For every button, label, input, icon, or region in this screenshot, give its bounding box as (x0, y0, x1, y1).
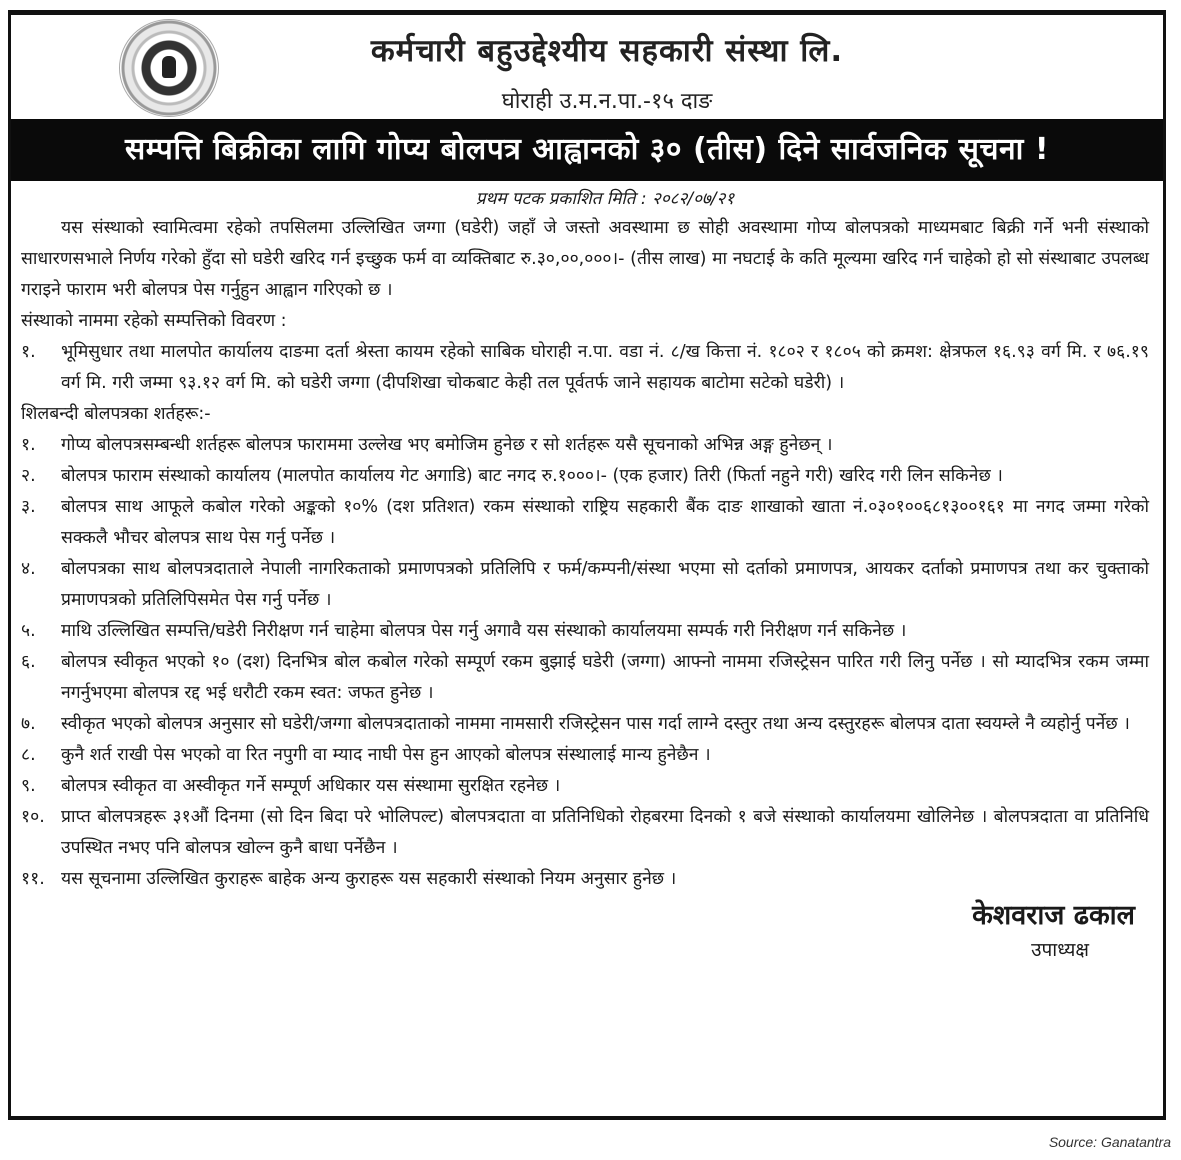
item-text: प्राप्त बोलपत्रहरू ३१औं दिनमा (सो दिन बिदा परे भोलिपल्ट) बोलपत्रदाता वा प्रतिनिधिको रोहबरमा दिनको १ बजे संस्थाको कार्यालयमा खोलिनेछ । बोलपत्रदाता वा प्रतिनिधि उपस्थित नभए पनि बोलपत्र खोल्न कुनै बाधा पर्नेछैन । (61, 807, 1149, 858)
item-number: ५. (21, 621, 36, 641)
item-number: १०. (21, 807, 45, 827)
condition-item (21, 430, 1149, 461)
property-section-heading: संस्थाको नाममा रहेको सम्पत्तिको विवरण : (21, 311, 287, 331)
notice-title: सम्पत्ति बिक्रीका लागि गोप्य बोलपत्र आह्वानको ३० (तीस) दिने सार्वजनिक सूचना ! (11, 119, 1163, 181)
item-text: यस सूचनामा उल्लिखित कुराहरू बाहेक अन्य कुराहरू यस सहकारी संस्थाको नियम अनुसार हुनेछ । (61, 869, 677, 889)
item-number: ९. (21, 776, 36, 796)
item-number: २. (21, 466, 36, 486)
source-credit: Source: Ganatantra (1048, 1134, 1171, 1150)
item-number: ४. (21, 559, 36, 579)
item-number: ११. (21, 869, 45, 889)
notice-frame (8, 10, 1166, 1120)
item-text: बोलपत्र स्वीकृत भएको १० (दश) दिनभित्र बोल कबोल गरेको सम्पूर्ण रकम बुझाई घडेरी (जग्गा) आफ्नो नाममा रजिस्ट्रेसन पारित गरी लिनु पर्नेछ । सो म्यादभित्र रकम जम्मा नगर्नुभएमा बोलपत्र रद्द भई धरौटी रकम स्वत: जफत हुनेछ । (61, 652, 1149, 703)
item-text: भूमिसुधार तथा मालपोत कार्यालय दाङमा दर्ता श्रेस्ता कायम रहेको साबिक घोराही न.पा. वडा नं. ८/ख कित्ता नं. १८०२ र १८०५ को क्रमश: क्षेत्रफल १६.९३ वर्ग मि. र ७६.१९ वर्ग मि. गरी जम्मा ९३.१२ वर्ग मि. को घडेरी जग्गा (दीपशिखा चोकबाट केही तल पूर्वतर्फ जाने सहायक बाटोमा सटेको घडेरी) । (61, 342, 1149, 393)
item-text: कुनै शर्त राखी पेस भएको वा रित नपुगी वा म्याद नाघी पेस हुन आएको बोलपत्र संस्थालाई मान्य हुनेछैन । (61, 745, 711, 765)
condition-item (21, 740, 1149, 771)
publication-date: प्रथम पटक प्रकाशित मिति : २०८२/०७/२१ (475, 189, 735, 209)
item-text: गोप्य बोलपत्रसम्बन्धी शर्तहरू बोलपत्र फाराममा उल्लेख भए बमोजिम हुनेछ र सो शर्तहरू यसै सूचनाको अभिन्न अङ्ग हुनेछन् । (61, 435, 833, 455)
item-number: १. (21, 435, 36, 455)
organization-name: कर्मचारी बहुउद्देश्यीय सहकारी संस्था लि. (370, 33, 844, 69)
signatory-title: उपाध्यक्ष (1031, 939, 1089, 961)
condition-item (21, 864, 1149, 895)
signatory-name: केशवराज ढकाल (972, 900, 1135, 931)
condition-item (21, 492, 1149, 554)
intro-paragraph: यस संस्थाको स्वामित्वमा रहेको तपसिलमा उल्लिखित जग्गा (घडेरी) जहाँ जे जस्तो अवस्थामा छ सोही अवस्थामा गोप्य बोलपत्रको माध्यमबाट बिक्री गर्ने भनी संस्थाको साधारणसभाले निर्णय गरेको हुँदा सो घडेरी खरिद गर्न इच्छुक फर्म वा व्यक्तिबाट रु.३०,००,०००।- (तीस लाख) मा नघटाई के कति मूल्यमा खरिद गर्न चाहेको हो सो संस्थाबाट उपलब्ध गराइने फाराम भरी बोलपत्र पेस गर्नुहुन आह्वान गरिएको छ । (21, 218, 1149, 300)
conditions-section-heading: शिलबन्दी बोलपत्रका शर्तहरू:- (21, 404, 211, 424)
notice-header (11, 15, 1163, 119)
item-text: बोलपत्रका साथ बोलपत्रदाताले नेपाली नागरिकताको प्रमाणपत्रको प्रतिलिपि र फर्म/कम्पनी/संस्था भएमा सो दर्ताको प्रमाणपत्र, आयकर दर्ताको प्रमाणपत्र तथा कर चुक्ताको प्रमाणपत्रको प्रतिलिपिसमेत पेस गर्नु पर्नेछ । (61, 559, 1149, 610)
item-number: ३. (21, 497, 36, 517)
organization-address: घोराही उ.म.न.पा.-१५ दाङ (501, 89, 713, 114)
condition-item (21, 647, 1149, 709)
item-text: बोलपत्र फाराम संस्थाको कार्यालय (मालपोत कार्यालय गेट अगाडि) बाट नगद रु.१०००।- (एक हजार) तिरी (फिर्ता नहुने गरी) खरिद गरी लिन सकिनेछ । (61, 466, 1003, 486)
item-text: माथि उल्लिखित सम्पत्ति/घडेरी निरीक्षण गर्न चाहेमा बोलपत्र पेस गर्नु अगावै यस संस्थाको कार्यालयमा सम्पर्क गरी निरीक्षण गर्न सकिनेछ । (61, 621, 907, 641)
item-text: बोलपत्र साथ आफूले कबोल गरेको अङ्कको १०% (दश प्रतिशत) रकम संस्थाको राष्ट्रिय सहकारी बैंक दाङ शाखाको खाता नं.०३०१००६८१३००१६१ मा नगद जम्मा गरेको सक्कलै भौचर बोलपत्र साथ पेस गर्नु पर्नेछ । (61, 497, 1149, 548)
condition-item (21, 709, 1149, 740)
condition-item (21, 461, 1149, 492)
item-number: ६. (21, 652, 36, 672)
item-number: ७. (21, 714, 36, 734)
signature-block (21, 897, 1149, 965)
item-number: ८. (21, 745, 36, 765)
property-item (21, 337, 1149, 399)
item-text: बोलपत्र स्वीकृत वा अस्वीकृत गर्ने सम्पूर्ण अधिकार यस संस्थामा सुरक्षित रहनेछ । (61, 776, 561, 796)
condition-item (21, 616, 1149, 647)
condition-item (21, 802, 1149, 864)
condition-item (21, 554, 1149, 616)
notice-body (11, 181, 1163, 965)
condition-item (21, 771, 1149, 802)
item-text: स्वीकृत भएको बोलपत्र अनुसार सो घडेरी/जग्गा बोलपत्रदाताको नाममा नामसारी रजिस्ट्रेसन पास गर्दा लाग्ने दस्तुर तथा अन्य दस्तुरहरू बोलपत्र दाता स्वयम्ले नै व्यहोर्नु पर्नेछ । (61, 714, 1130, 734)
item-number: १. (21, 342, 36, 362)
